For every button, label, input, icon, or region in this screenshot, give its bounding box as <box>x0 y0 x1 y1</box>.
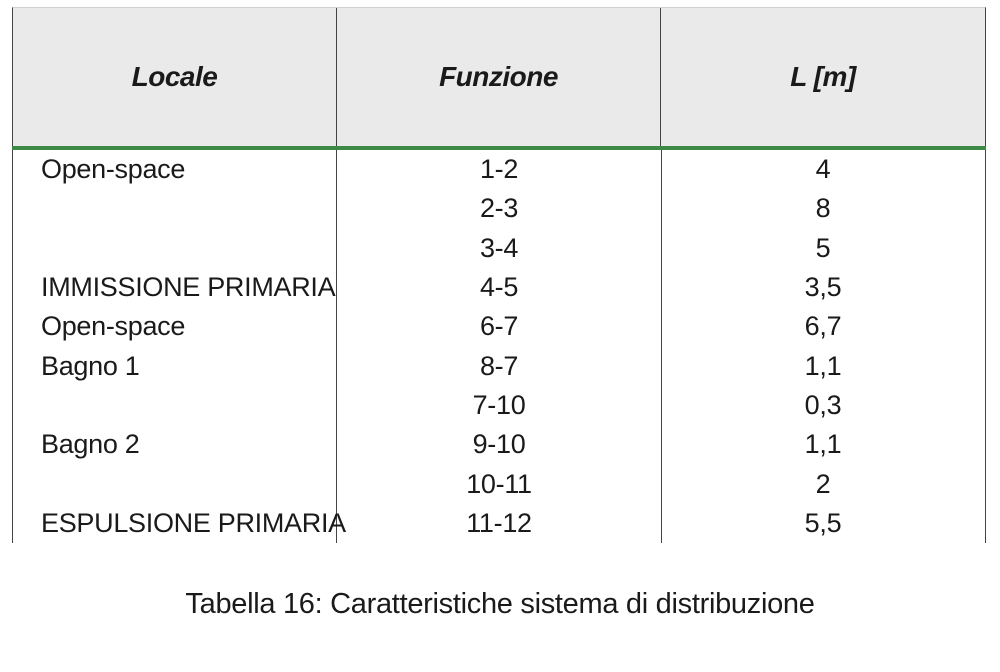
cell-funzione: 1-2 <box>479 154 519 185</box>
cell-funzione: 2-3 <box>479 193 519 224</box>
table-row <box>13 504 985 543</box>
cell-locale: IMMISSIONE PRIMARIA <box>41 272 336 303</box>
cell-locale: Bagno 1 <box>41 350 140 381</box>
table-row <box>13 229 985 268</box>
cell-funzione: 9-10 <box>472 429 526 460</box>
cell-length: 6,7 <box>804 311 842 342</box>
cell-funzione: 10-11 <box>466 468 532 499</box>
cell-length: 1,1 <box>804 350 842 381</box>
cell-funzione: 4-5 <box>479 272 519 303</box>
table-row <box>13 425 985 464</box>
table-row <box>13 464 985 503</box>
cell-funzione: 11-12 <box>466 507 532 538</box>
table-row <box>13 307 985 346</box>
cell-funzione: 7-10 <box>472 389 526 420</box>
cell-funzione: 3-4 <box>479 232 519 263</box>
table-body <box>12 150 986 543</box>
cell-length: 2 <box>815 468 831 499</box>
table-row <box>13 189 985 228</box>
header-locale: Locale <box>13 8 337 146</box>
table-row <box>13 346 985 385</box>
table-caption: Tabella 16: Caratteristiche sistema di distribuzione <box>185 588 815 620</box>
table-header <box>12 7 986 146</box>
cell-locale: Open-space <box>41 311 186 342</box>
cell-length: 8 <box>815 193 831 224</box>
cell-length: 0,3 <box>804 389 842 420</box>
cell-funzione: 6-7 <box>479 311 519 342</box>
cell-length: 1,1 <box>804 429 842 460</box>
cell-locale: Open-space <box>41 154 186 185</box>
cell-length: 3,5 <box>804 272 842 303</box>
header-length: L [m] <box>790 61 856 92</box>
table-row <box>13 150 985 189</box>
table-row <box>13 386 985 425</box>
cell-length: 4 <box>815 154 831 185</box>
cell-length: 5,5 <box>804 507 842 538</box>
cell-length: 5 <box>815 232 831 263</box>
cell-funzione: 8-7 <box>479 350 519 381</box>
cell-locale: Bagno 2 <box>41 429 140 460</box>
header-funzione: Funzione <box>337 8 661 146</box>
cell-locale: ESPULSIONE PRIMARIA <box>41 507 346 538</box>
table-row <box>13 268 985 307</box>
